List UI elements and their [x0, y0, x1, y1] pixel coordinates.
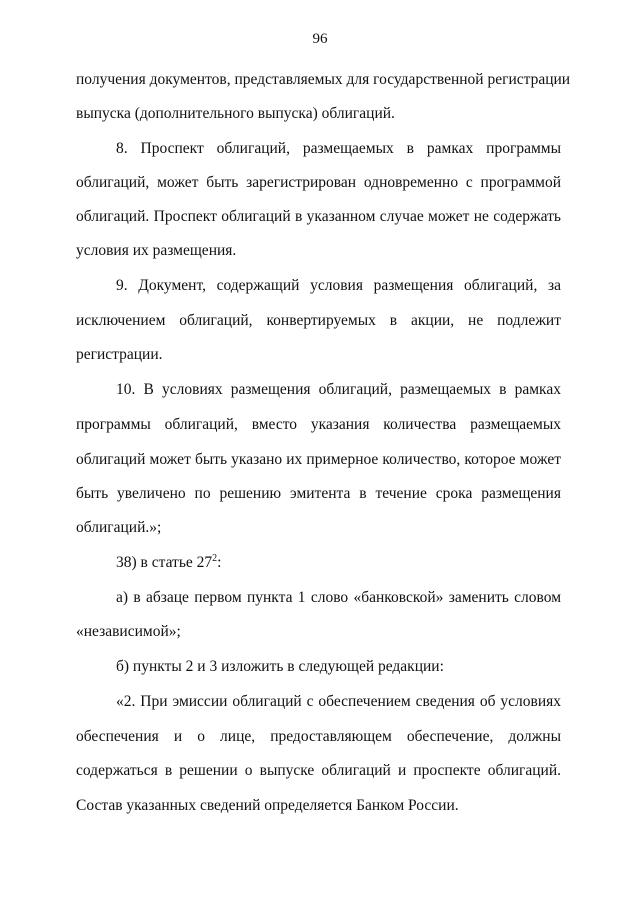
item-38-colon: : — [217, 554, 222, 571]
text-line: программы облигаций, вместо указания количества размещаемых — [76, 416, 561, 433]
paragraph-2-first-line: «2. При эмиссии облигаций с обеспечением сведения об условиях — [116, 693, 561, 710]
paragraph-9-first-line: 9. Документ, содержащий условия размещения облигаций, за — [116, 277, 561, 294]
text-line: получения документов, представляемых для государственной регистрации — [76, 71, 571, 88]
text-line: быть увеличено по решению эмитента в течение срока размещения — [76, 485, 561, 502]
text-line: исключением облигаций, конвертируемых в акции, не подлежит — [76, 312, 561, 329]
text-line: «независимой»; — [76, 623, 181, 640]
text-line: обеспечения и о лице, предоставляющем обеспечение, должны — [76, 728, 561, 745]
text-line: облигаций, может быть зарегистрирован одновременно с программой — [76, 174, 561, 191]
subitem-a-first-line: а) в абзаце первом пункта 1 слово «банковской» заменить словом — [116, 589, 561, 606]
text-line: облигаций. Проспект облигаций в указанном случае может не содержать — [76, 208, 561, 225]
article-superscript: 2 — [212, 553, 218, 564]
item-38-text: 38) в статье 27 — [116, 554, 213, 571]
text-line: условия их размещения. — [76, 242, 237, 259]
text-line: облигаций может быть указано их примерное количество, которое может — [76, 451, 561, 468]
page-number: 96 — [312, 31, 328, 47]
paragraph-10-first-line: 10. В условиях размещения облигаций, размещаемых в рамках — [116, 381, 561, 398]
subitem-b-line: б) пункты 2 и 3 изложить в следующей редакции: — [116, 658, 444, 675]
text-line: выпуска (дополнительного выпуска) облигаций. — [76, 105, 395, 122]
text-line: содержаться в решении о выпуске облигаций и проспекте облигаций. — [76, 762, 561, 779]
item-38-line — [116, 553, 561, 573]
text-line: облигаций.»; — [76, 519, 162, 536]
text-line: регистрации. — [76, 346, 163, 363]
paragraph-8-first-line: 8. Проспект облигаций, размещаемых в рамках программы — [116, 140, 561, 157]
text-line: Состав указанных сведений определяется Банком России. — [76, 797, 459, 814]
